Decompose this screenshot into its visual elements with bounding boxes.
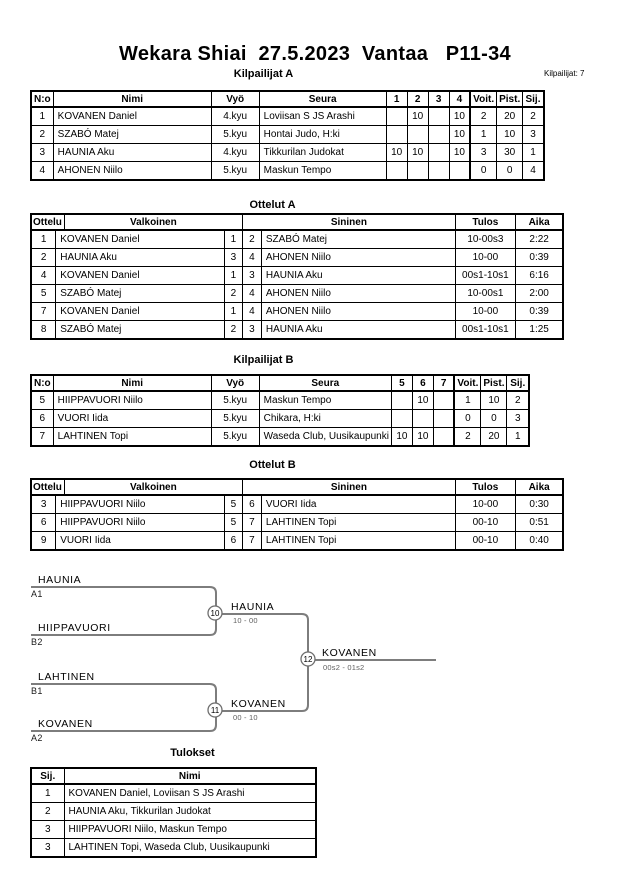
- cell-no: 1: [31, 107, 53, 126]
- cell-blue-name: AHONEN Niilo: [261, 285, 455, 303]
- cell-blue-name: LAHTINEN Topi: [261, 514, 455, 532]
- col-header-time: Aika: [515, 214, 563, 230]
- cell-place: 1: [507, 428, 529, 447]
- cell-place: 3: [523, 126, 544, 144]
- cell-blue-name: VUORI Iida: [261, 495, 455, 514]
- col-header-club: Seura: [259, 375, 391, 391]
- cell-match-no: 6: [31, 514, 56, 532]
- cell-club: Hontai Judo, H:ki: [259, 126, 386, 144]
- table-row: [31, 821, 316, 839]
- cell-belt: 5.kyu: [211, 162, 259, 181]
- col-header-opp7: 7: [433, 375, 454, 391]
- cell-result: 10-00: [455, 303, 515, 321]
- cell-match-no: 4: [31, 267, 56, 285]
- cell-wins: 2: [454, 428, 480, 447]
- cell-time: 0:39: [515, 303, 563, 321]
- matches-a-title: Ottelut A: [249, 199, 296, 211]
- cell-result: 10-00: [455, 249, 515, 267]
- cell-name: KOVANEN Daniel, Loviisan S JS Arashi: [64, 784, 316, 803]
- col-header-name: Nimi: [64, 768, 316, 784]
- cell-score: 10: [407, 144, 428, 162]
- cell-belt: 5.kyu: [211, 126, 259, 144]
- page-title: Wekara Shiai 27.5.2023 Vantaa P11-34: [119, 43, 511, 65]
- col-header-match: Ottelu: [31, 214, 64, 230]
- cell-white-name: SZABÓ Matej: [56, 285, 225, 303]
- cell-place: 3: [31, 839, 64, 858]
- cell-score: 10: [449, 126, 470, 144]
- cell-time: 0:40: [515, 532, 563, 551]
- cell-score: 10: [449, 144, 470, 162]
- cell-name: VUORI Iida: [53, 410, 211, 428]
- results-table: [30, 767, 317, 858]
- cell-place: 2: [507, 391, 529, 410]
- cell-blue-no: 4: [242, 285, 261, 303]
- cell-no: 7: [31, 428, 53, 447]
- cell-match-no: 5: [31, 285, 56, 303]
- col-header-white: Valkoinen: [64, 479, 242, 495]
- col-header-result: Tulos: [455, 214, 515, 230]
- cell-white-name: KOVANEN Daniel: [56, 230, 225, 249]
- bracket-match-number: 12: [303, 655, 313, 664]
- matches-b-title: Ottelut B: [249, 459, 296, 471]
- cell-name: LAHTINEN Topi: [53, 428, 211, 447]
- cell-club: Maskun Tempo: [259, 391, 391, 410]
- cell-match-no: 7: [31, 303, 56, 321]
- cell-name: AHONEN Niilo: [53, 162, 211, 181]
- bracket-winner-name: KOVANEN: [322, 647, 377, 659]
- cell-no: 2: [31, 126, 53, 144]
- cell-blue-no: 3: [242, 321, 261, 340]
- pool-a-title: Kilpailijat A: [233, 68, 294, 80]
- table-row: [31, 784, 316, 803]
- bracket-score: 10 - 00: [233, 616, 258, 625]
- col-header-points: Pist.: [497, 91, 523, 107]
- col-header-white: Valkoinen: [64, 214, 242, 230]
- cell-time: 2:00: [515, 285, 563, 303]
- cell-blue-no: 2: [242, 230, 261, 249]
- cell-white-no: 1: [224, 303, 242, 321]
- cell-blue-name: SZABÓ Matej: [261, 230, 455, 249]
- cell-match-no: 3: [31, 495, 56, 514]
- bracket-score: 00s2 - 01s2: [323, 663, 365, 672]
- col-header-result: Tulos: [455, 479, 515, 495]
- cell-place: 2: [31, 803, 64, 821]
- cell-white-no: 5: [224, 495, 242, 514]
- cell-white-name: HIIPPAVUORI Niilo: [56, 495, 225, 514]
- cell-no: 3: [31, 144, 53, 162]
- col-header-no: N:o: [31, 91, 53, 107]
- cell-club: Loviisan S JS Arashi: [259, 107, 386, 126]
- cell-wins: 0: [470, 162, 496, 181]
- table-row: [31, 803, 316, 821]
- cell-time: 0:51: [515, 514, 563, 532]
- bracket-winner-name: KOVANEN: [231, 698, 286, 710]
- bracket-connector-final: [222, 614, 308, 711]
- cell-blue-no: 4: [242, 249, 261, 267]
- cell-result: 00-10: [455, 514, 515, 532]
- cell-match-no: 1: [31, 230, 56, 249]
- table-header-row: [31, 768, 316, 784]
- cell-points: 0: [481, 410, 507, 428]
- cell-blue-name: LAHTINEN Topi: [261, 532, 455, 551]
- bracket-seed-label: B1: [31, 686, 43, 696]
- cell-club: Tikkurilan Judokat: [259, 144, 386, 162]
- cell-wins: 1: [454, 391, 480, 410]
- cell-points: 30: [497, 144, 523, 162]
- col-header-blue: Sininen: [242, 214, 455, 230]
- col-header-belt: Vyö: [211, 375, 259, 391]
- cell-white-no: 3: [224, 249, 242, 267]
- cell-no: 4: [31, 162, 53, 181]
- col-header-opp6: 6: [412, 375, 433, 391]
- cell-points: 20: [497, 107, 523, 126]
- cell-time: 2:22: [515, 230, 563, 249]
- cell-place: 3: [507, 410, 529, 428]
- cell-result: 10-00s1: [455, 285, 515, 303]
- cell-place: 2: [523, 107, 544, 126]
- competitor-count-note: Kilpailijat: 7: [544, 69, 585, 78]
- col-header-place: Sij.: [523, 91, 544, 107]
- cell-time: 0:39: [515, 249, 563, 267]
- cell-blue-name: HAUNIA Aku: [261, 321, 455, 340]
- cell-blue-name: AHONEN Niilo: [261, 249, 455, 267]
- cell-no: 5: [31, 391, 53, 410]
- cell-belt: 5.kyu: [211, 391, 259, 410]
- col-header-opp2: 2: [407, 91, 428, 107]
- cell-wins: 1: [470, 126, 496, 144]
- bracket-player-name: KOVANEN: [38, 718, 93, 730]
- cell-white-no: 6: [224, 532, 242, 551]
- bracket-seed-label: A2: [31, 733, 43, 743]
- bracket-player-name: HIIPPAVUORI: [38, 622, 111, 634]
- cell-white-no: 5: [224, 514, 242, 532]
- cell-name: HAUNIA Aku, Tikkurilan Judokat: [64, 803, 316, 821]
- cell-score: 10: [412, 428, 433, 447]
- cell-match-no: 9: [31, 532, 56, 551]
- cell-white-name: HAUNIA Aku: [56, 249, 225, 267]
- cell-white-no: 1: [224, 230, 242, 249]
- cell-wins: 2: [470, 107, 496, 126]
- cell-match-no: 2: [31, 249, 56, 267]
- cell-points: 10: [497, 126, 523, 144]
- cell-white-name: VUORI Iida: [56, 532, 225, 551]
- col-header-opp3: 3: [428, 91, 449, 107]
- col-header-wins: Voit.: [454, 375, 480, 391]
- cell-score: 10: [412, 391, 433, 410]
- cell-result: 10-00s3: [455, 230, 515, 249]
- results-title: Tulokset: [170, 747, 215, 759]
- cell-white-no: 2: [224, 285, 242, 303]
- cell-belt: 4.kyu: [211, 107, 259, 126]
- cell-points: 20: [481, 428, 507, 447]
- bracket-seed-label: A1: [31, 589, 43, 599]
- col-header-no: N:o: [31, 375, 53, 391]
- col-header-wins: Voit.: [470, 91, 496, 107]
- cell-result: 00s1-10s1: [455, 267, 515, 285]
- cell-blue-name: HAUNIA Aku: [261, 267, 455, 285]
- cell-club: Waseda Club, Uusikaupunki: [259, 428, 391, 447]
- cell-wins: 3: [470, 144, 496, 162]
- pool-b-title: Kilpailijat B: [233, 354, 294, 366]
- col-header-belt: Vyö: [211, 91, 259, 107]
- cell-blue-no: 3: [242, 267, 261, 285]
- col-header-opp5: 5: [391, 375, 412, 391]
- cell-club: Maskun Tempo: [259, 162, 386, 181]
- col-header-place: Sij.: [31, 768, 64, 784]
- cell-time: 6:16: [515, 267, 563, 285]
- col-header-blue: Sininen: [242, 479, 455, 495]
- col-header-points: Pist.: [481, 375, 507, 391]
- cell-club: Chikara, H:ki: [259, 410, 391, 428]
- col-header-name: Nimi: [53, 91, 211, 107]
- cell-belt: 4.kyu: [211, 144, 259, 162]
- bracket-match-number: 10: [210, 609, 220, 618]
- col-header-time: Aika: [515, 479, 563, 495]
- cell-name: KOVANEN Daniel: [53, 107, 211, 126]
- cell-place: 3: [31, 821, 64, 839]
- bracket-score: 00 - 10: [233, 713, 258, 722]
- cell-time: 1:25: [515, 321, 563, 340]
- col-header-opp4: 4: [449, 91, 470, 107]
- cell-points: 0: [497, 162, 523, 181]
- cell-score: 10: [386, 144, 407, 162]
- cell-blue-no: 4: [242, 303, 261, 321]
- cell-name: LAHTINEN Topi, Waseda Club, Uusikaupunki: [64, 839, 316, 858]
- cell-result: 00s1-10s1: [455, 321, 515, 340]
- cell-white-name: KOVANEN Daniel: [56, 303, 225, 321]
- cell-match-no: 8: [31, 321, 56, 340]
- bracket-player-name: HAUNIA: [38, 574, 82, 586]
- bracket-winner-name: HAUNIA: [231, 601, 275, 613]
- table-row: [31, 839, 316, 858]
- cell-blue-no: 7: [242, 514, 261, 532]
- cell-white-name: HIIPPAVUORI Niilo: [56, 514, 225, 532]
- cell-name: SZABÓ Matej: [53, 126, 211, 144]
- cell-place: 1: [523, 144, 544, 162]
- cell-result: 00-10: [455, 532, 515, 551]
- col-header-place: Sij.: [507, 375, 529, 391]
- cell-name: HAUNIA Aku: [53, 144, 211, 162]
- cell-points: 10: [481, 391, 507, 410]
- cell-no: 6: [31, 410, 53, 428]
- cell-white-no: 2: [224, 321, 242, 340]
- cell-white-name: KOVANEN Daniel: [56, 267, 225, 285]
- cell-score: 10: [449, 107, 470, 126]
- col-header-match: Ottelu: [31, 479, 64, 495]
- cell-belt: 5.kyu: [211, 428, 259, 447]
- cell-score: 10: [407, 107, 428, 126]
- bracket-player-name: LAHTINEN: [38, 671, 95, 683]
- cell-wins: 0: [454, 410, 480, 428]
- cell-blue-name: AHONEN Niilo: [261, 303, 455, 321]
- cell-belt: 5.kyu: [211, 410, 259, 428]
- cell-score: 10: [391, 428, 412, 447]
- col-header-opp1: 1: [386, 91, 407, 107]
- col-header-name: Nimi: [53, 375, 211, 391]
- cell-place: 4: [523, 162, 544, 181]
- cell-result: 10-00: [455, 495, 515, 514]
- bracket-seed-label: B2: [31, 637, 43, 647]
- cell-time: 0:30: [515, 495, 563, 514]
- cell-white-name: SZABÓ Matej: [56, 321, 225, 340]
- col-header-club: Seura: [259, 91, 386, 107]
- cell-name: HIIPPAVUORI Niilo: [53, 391, 211, 410]
- cell-name: HIIPPAVUORI Niilo, Maskun Tempo: [64, 821, 316, 839]
- cell-blue-no: 7: [242, 532, 261, 551]
- bracket-match-number: 11: [210, 706, 220, 715]
- cell-blue-no: 6: [242, 495, 261, 514]
- cell-white-no: 1: [224, 267, 242, 285]
- cell-place: 1: [31, 784, 64, 803]
